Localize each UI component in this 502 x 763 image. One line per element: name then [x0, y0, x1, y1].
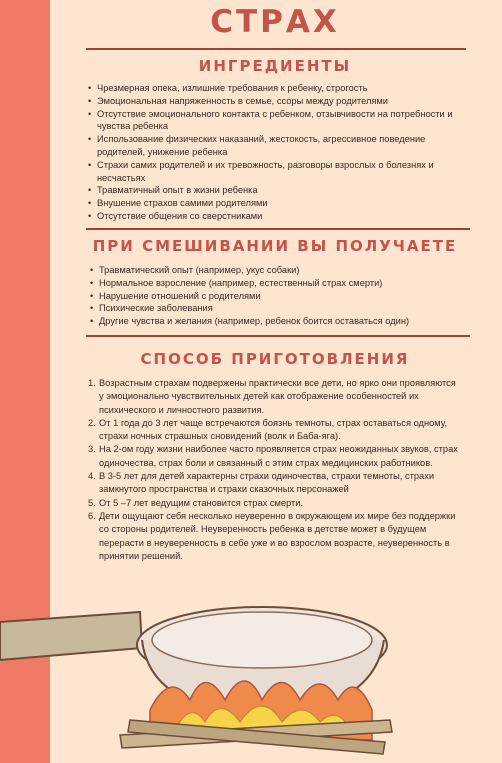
result-item: • Травматический опыт (например, укус собаки): [90, 264, 466, 277]
ingredient-item: • Страхи самих родителей и их тревожность, разговоры взрослых о болезнях и несчастьях: [88, 159, 464, 185]
method-step: [90, 497, 462, 510]
method-step: [90, 470, 462, 497]
ingredient-item: • Чрезмерная опека, излишние требования к ребенку, строгость: [88, 82, 464, 95]
step-text: В 3-5 лет для детей характерны страхи одиночества, страхи темноты, страхи замкнутого пространства и страхи сказочных персонажей: [99, 471, 435, 495]
result-item: • Нормальное взросление (например, естественный страх смерти): [90, 277, 466, 290]
result-item: • Другие чувства и желания (например, ребенок боится оставаться один): [90, 315, 466, 328]
method-step: [90, 443, 462, 470]
method-step: [90, 510, 462, 563]
ingredient-item: • Внушение страхов самими родителями: [88, 197, 464, 210]
step-text: От 1 года до 3 лет чаще встречаются боязнь темноты, страх оставаться одному, страхи ночных страшных сновидений (волк и Баба-яга).: [99, 417, 448, 442]
step-text: На 2-ом году жизни наиболее часто проявляется страх неожиданных звуков, страх одиночества, страх боли и связанный с этим страх медицинских работников.: [99, 444, 458, 468]
step-number: 6.: [88, 510, 96, 521]
step-number: 2.: [88, 417, 96, 428]
step-text: Дети ощущают себя несколько неуверенно в окружающем их мире без поддержки со стороны родителей. Неуверенность ребенка в детстве может в будущем перерасти в неуверенность в себе уже и во взрослом возрасте, неуверенность в принятии решений.: [99, 510, 456, 561]
title-divider: [86, 48, 466, 50]
page-title: СТРАХ: [210, 4, 340, 40]
method-heading: СПОСОБ ПРИГОТОВЛЕНИЯ: [140, 350, 410, 368]
result-list: [90, 264, 466, 328]
ingredient-item: • Эмоциональная напряженность в семье, ссоры между родителями: [88, 95, 464, 108]
result-divider: [86, 335, 470, 337]
ingredients-divider: [86, 228, 470, 230]
method-steps: [90, 377, 462, 563]
step-text: От 5 –7 лет ведущим становится страх смерти.: [99, 497, 304, 508]
ingredients-list: [88, 82, 464, 223]
ingredient-item: • Травматичный опыт в жизни ребенка: [88, 184, 464, 197]
step-number: 3.: [88, 444, 96, 455]
result-heading: ПРИ СМЕШИВАНИИ ВЫ ПОЛУЧАЕТЕ: [92, 237, 458, 255]
step-number: 5.: [88, 497, 96, 508]
result-item: • Психические заболевания: [90, 302, 466, 315]
method-step: [90, 417, 462, 444]
ingredient-item: • Отсутствие эмоционального контакта с ребенком, отзывчивости на потребности и чувства ребенка: [88, 108, 464, 134]
result-item: • Нарушение отношений с родителями: [90, 290, 466, 303]
step-number: 1.: [88, 378, 96, 388]
ingredient-item: • Использование физических наказаний, жестокость, агрессивное поведение родителей, унижение ребенка: [88, 133, 464, 159]
method-step: [90, 377, 462, 417]
frying-pan-icon: [0, 570, 502, 763]
ingredients-heading: ИНГРЕДИЕНТЫ: [198, 57, 352, 75]
ingredient-item: • Отсутствие общения со сверстниками: [88, 210, 464, 223]
step-text: Возрастным страхам подвержены практически все дети, но ярко они проявляются у эмоционально чувствительных детей как отображение особенностей их психического и личностного развития.: [99, 378, 456, 415]
step-number: 4.: [88, 471, 96, 482]
